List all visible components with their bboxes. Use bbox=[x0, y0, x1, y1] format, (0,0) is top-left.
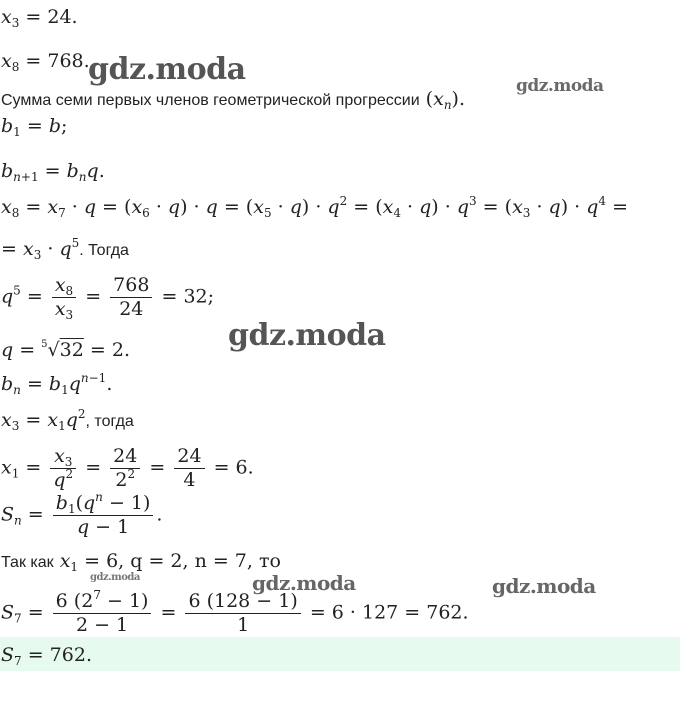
q-result: = 2. bbox=[89, 339, 130, 361]
line-x1: $x_1$ = $\frac{x_3}{q^2}$ = $\frac{24}{2^2}$ = $\frac{24}{4}$ = 6. bbox=[1, 445, 254, 491]
line-x3q5: = $x_3 \cdot q^5$. Тогда bbox=[1, 236, 129, 262]
line-sn-formula: $S_n$ = $\frac{b_1(q^n - 1)}{q - 1}$ . bbox=[1, 490, 163, 538]
fraction-s7-a: $\frac{6 (2^7 - 1)}{2 - 1}$ bbox=[53, 590, 152, 637]
final-answer-value: = 762. bbox=[27, 644, 92, 666]
line-b1: $b_1 = b$; bbox=[1, 115, 68, 139]
q5-result: = 32; bbox=[161, 285, 215, 308]
line-bn1: $b_{n+1} = b_nq$. bbox=[1, 160, 105, 184]
then-text-1: . Тогда bbox=[79, 242, 129, 259]
line-x3-x1q2: $x_3 = x_1q^2$, тогда bbox=[1, 407, 134, 433]
fraction-x8-x3: $\frac{x_8}{x_3}$ bbox=[52, 274, 76, 321]
watermark: gdz.moda bbox=[88, 52, 246, 87]
watermark: gdz.moda bbox=[90, 572, 140, 583]
sum-intro-text: Сумма семи первых членов геометрической прогрессии bbox=[1, 92, 420, 109]
line-q5: $q^5$ = $\frac{x_8}{x_3}$ = $\frac{768}{24}$ = 32; bbox=[1, 274, 215, 322]
line-since: Так как $x_1 = 6$, q = 2, n = 7, то bbox=[1, 550, 281, 574]
line-bn: $b_n = b_1q^{n-1}$. bbox=[1, 371, 113, 397]
line-x8-chain: $x_8 = x_7 \cdot q = (x_6 \cdot q) \cdot q = (x_5 \cdot q) \cdot q^2 = (x_4 \cdot q) \cdot q^3 = (x_3 \cdot q) \cdot q^4$ = bbox=[1, 194, 629, 220]
line-s7-expand: $S_7$ = $\frac{6 (2^7 - 1)}{2 - 1}$ = $\frac{6 (128 - 1)}{1}$ = 6 · 127 = 762. bbox=[1, 588, 469, 636]
x3-value: 24. bbox=[47, 6, 78, 28]
fraction-768-24: $\frac{768}{24}$ bbox=[110, 274, 152, 321]
fraction-24-2sq: $\frac{24}{2^2}$ bbox=[110, 445, 140, 492]
then-text-2: , тогда bbox=[85, 413, 134, 430]
line-sum-intro: Сумма семи первых членов геометрической прогрессии $(x_n)$. bbox=[1, 88, 465, 112]
watermark: gdz.moda bbox=[492, 574, 596, 598]
fraction-sn: $\frac{b_1(q^n - 1)}{q - 1}$ bbox=[53, 492, 154, 539]
fraction-24-4: $\frac{24}{4}$ bbox=[174, 445, 204, 492]
since-text: Так как bbox=[1, 554, 54, 571]
x1-result: = 6. bbox=[213, 456, 254, 479]
answer-highlight bbox=[0, 637, 680, 671]
line-x3: $x_3 = 24$. bbox=[1, 6, 78, 30]
fraction-x3-q2: $\frac{x_3}{q^2}$ bbox=[50, 445, 76, 492]
line-final-answer: $S_7 = 762$. bbox=[1, 644, 92, 668]
line-x8: $x_8 = 768$. bbox=[1, 50, 90, 74]
watermark: gdz.moda bbox=[252, 571, 356, 595]
s7-expand-result: = 6 · 127 = 762. bbox=[309, 601, 469, 624]
watermark: gdz.moda bbox=[516, 76, 604, 96]
x8-value: 768. bbox=[47, 50, 90, 72]
watermark: gdz.moda bbox=[228, 318, 386, 353]
since-values: = 6, q = 2, n = 7, то bbox=[84, 550, 281, 572]
line-q: q = $^5$√32 = 2. bbox=[1, 339, 130, 361]
fraction-s7-b: $\frac{6 (128 - 1)}{1}$ bbox=[185, 590, 300, 637]
